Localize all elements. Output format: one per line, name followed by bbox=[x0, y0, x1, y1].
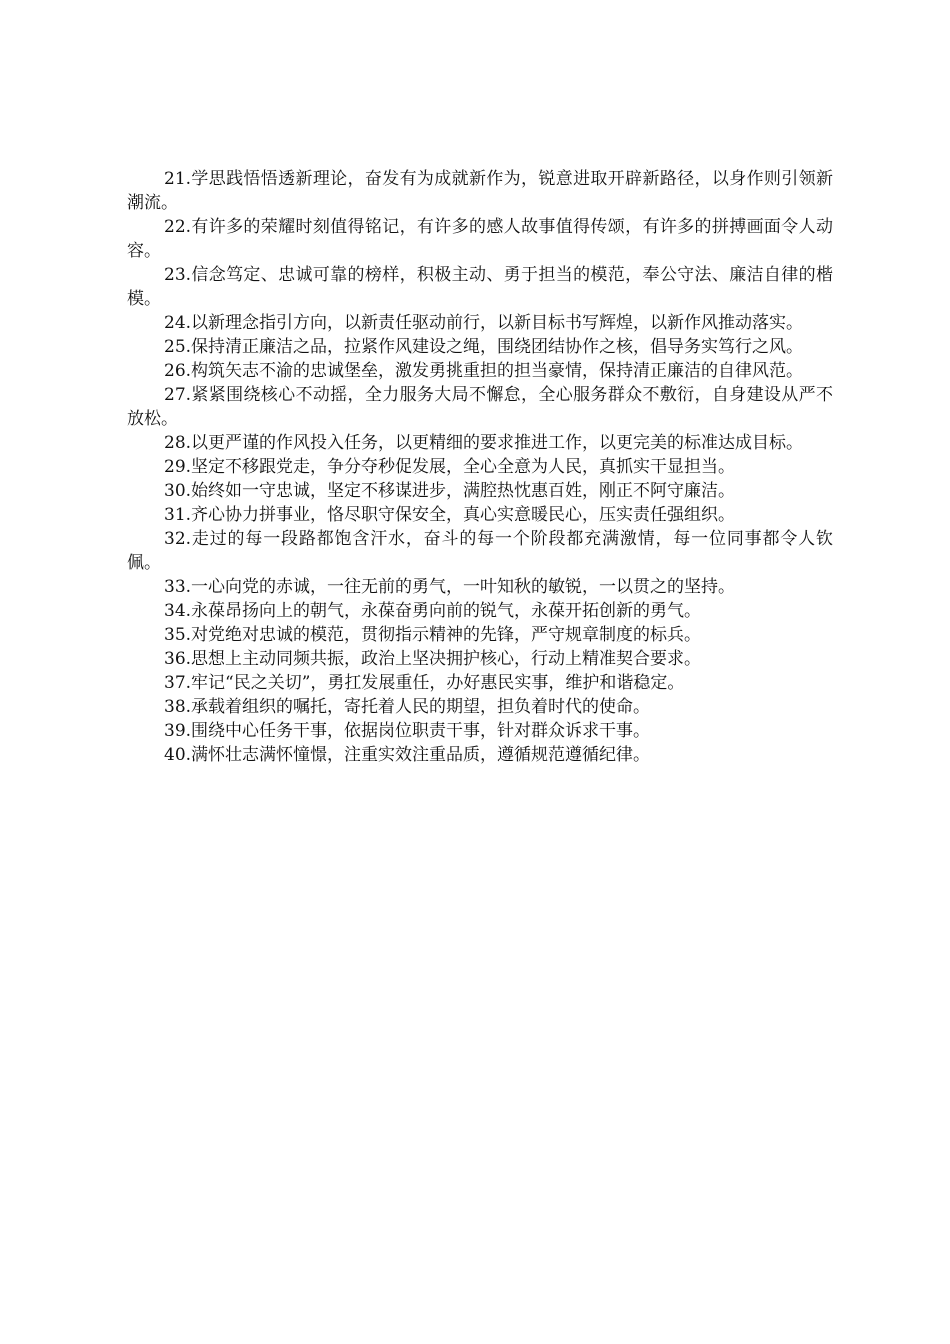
slogan-item-23: 23.信念笃定、忠诚可靠的榜样，积极主动、勇于担当的模范，奉公守法、廉洁自律的楷模。 bbox=[127, 265, 833, 309]
slogan-item-27: 27.紧紧围绕核心不动摇，全力服务大局不懈怠，全心服务群众不敷衍，自身建设从严不放松。 bbox=[127, 385, 833, 429]
slogan-item-34: 34.永葆昂扬向上的朝气，永葆奋勇向前的锐气，永葆开拓创新的勇气。 bbox=[164, 601, 702, 621]
slogan-item-28: 28.以更严谨的作风投入任务，以更精细的要求推进工作，以更完美的标准达成目标。 bbox=[164, 433, 804, 453]
slogan-item-33: 33.一心向党的赤诚，一往无前的勇气，一叶知秋的敏锐，一以贯之的坚持。 bbox=[164, 577, 736, 597]
slogan-item-40: 40.满怀壮志满怀憧憬，注重实效注重品质，遵循规范遵循纪律。 bbox=[164, 745, 651, 765]
slogan-item-22: 22.有许多的荣耀时刻值得铭记，有许多的感人故事值得传颂，有许多的拼搏画面令人动容。 bbox=[127, 217, 833, 261]
slogan-item-21: 21.学思践悟悟透新理论，奋发有为成就新作为，锐意进取开辟新路径，以身作则引领新潮流。 bbox=[127, 169, 833, 213]
slogan-item-35: 35.对党绝对忠诚的模范，贯彻指示精神的先锋，严守规章制度的标兵。 bbox=[164, 625, 702, 645]
slogan-item-36: 36.思想上主动同频共振，政治上坚决拥护核心，行动上精准契合要求。 bbox=[164, 649, 702, 669]
slogan-item-30: 30.始终如一守忠诚，坚定不移谋进步，满腔热忱惠百姓，刚正不阿守廉洁。 bbox=[164, 481, 736, 501]
slogan-item-37: 37.牢记“民之关切”，勇扛发展重任，办好惠民实事，维护和谐稳定。 bbox=[164, 673, 685, 693]
slogan-item-24: 24.以新理念指引方向，以新责任驱动前行，以新目标书写辉煌，以新作风推动落实。 bbox=[164, 313, 804, 333]
slogan-item-29: 29.坚定不移跟党走，争分夺秒促发展，全心全意为人民，真抓实干显担当。 bbox=[164, 457, 736, 477]
slogan-item-25: 25.保持清正廉洁之品，拉紧作风建设之绳，围绕团结协作之核，倡导务实笃行之风。 bbox=[164, 337, 804, 357]
slogan-item-39: 39.围绕中心任务干事，依据岗位职责干事，针对群众诉求干事。 bbox=[164, 721, 651, 741]
slogan-item-31: 31.齐心协力拼事业，恪尽职守保安全，真心实意暖民心，压实责任强组织。 bbox=[164, 505, 736, 525]
slogan-item-26: 26.构筑矢志不渝的忠诚堡垒，激发勇挑重担的担当豪情，保持清正廉洁的自律风范。 bbox=[164, 361, 804, 381]
slogan-item-32: 32.走过的每一段路都饱含汗水，奋斗的每一个阶段都充满激情，每一位同事都令人钦佩。 bbox=[127, 529, 833, 573]
slogan-item-38: 38.承载着组织的嘱托，寄托着人民的期望，担负着时代的使命。 bbox=[164, 697, 651, 717]
slogan-list bbox=[127, 167, 833, 767]
